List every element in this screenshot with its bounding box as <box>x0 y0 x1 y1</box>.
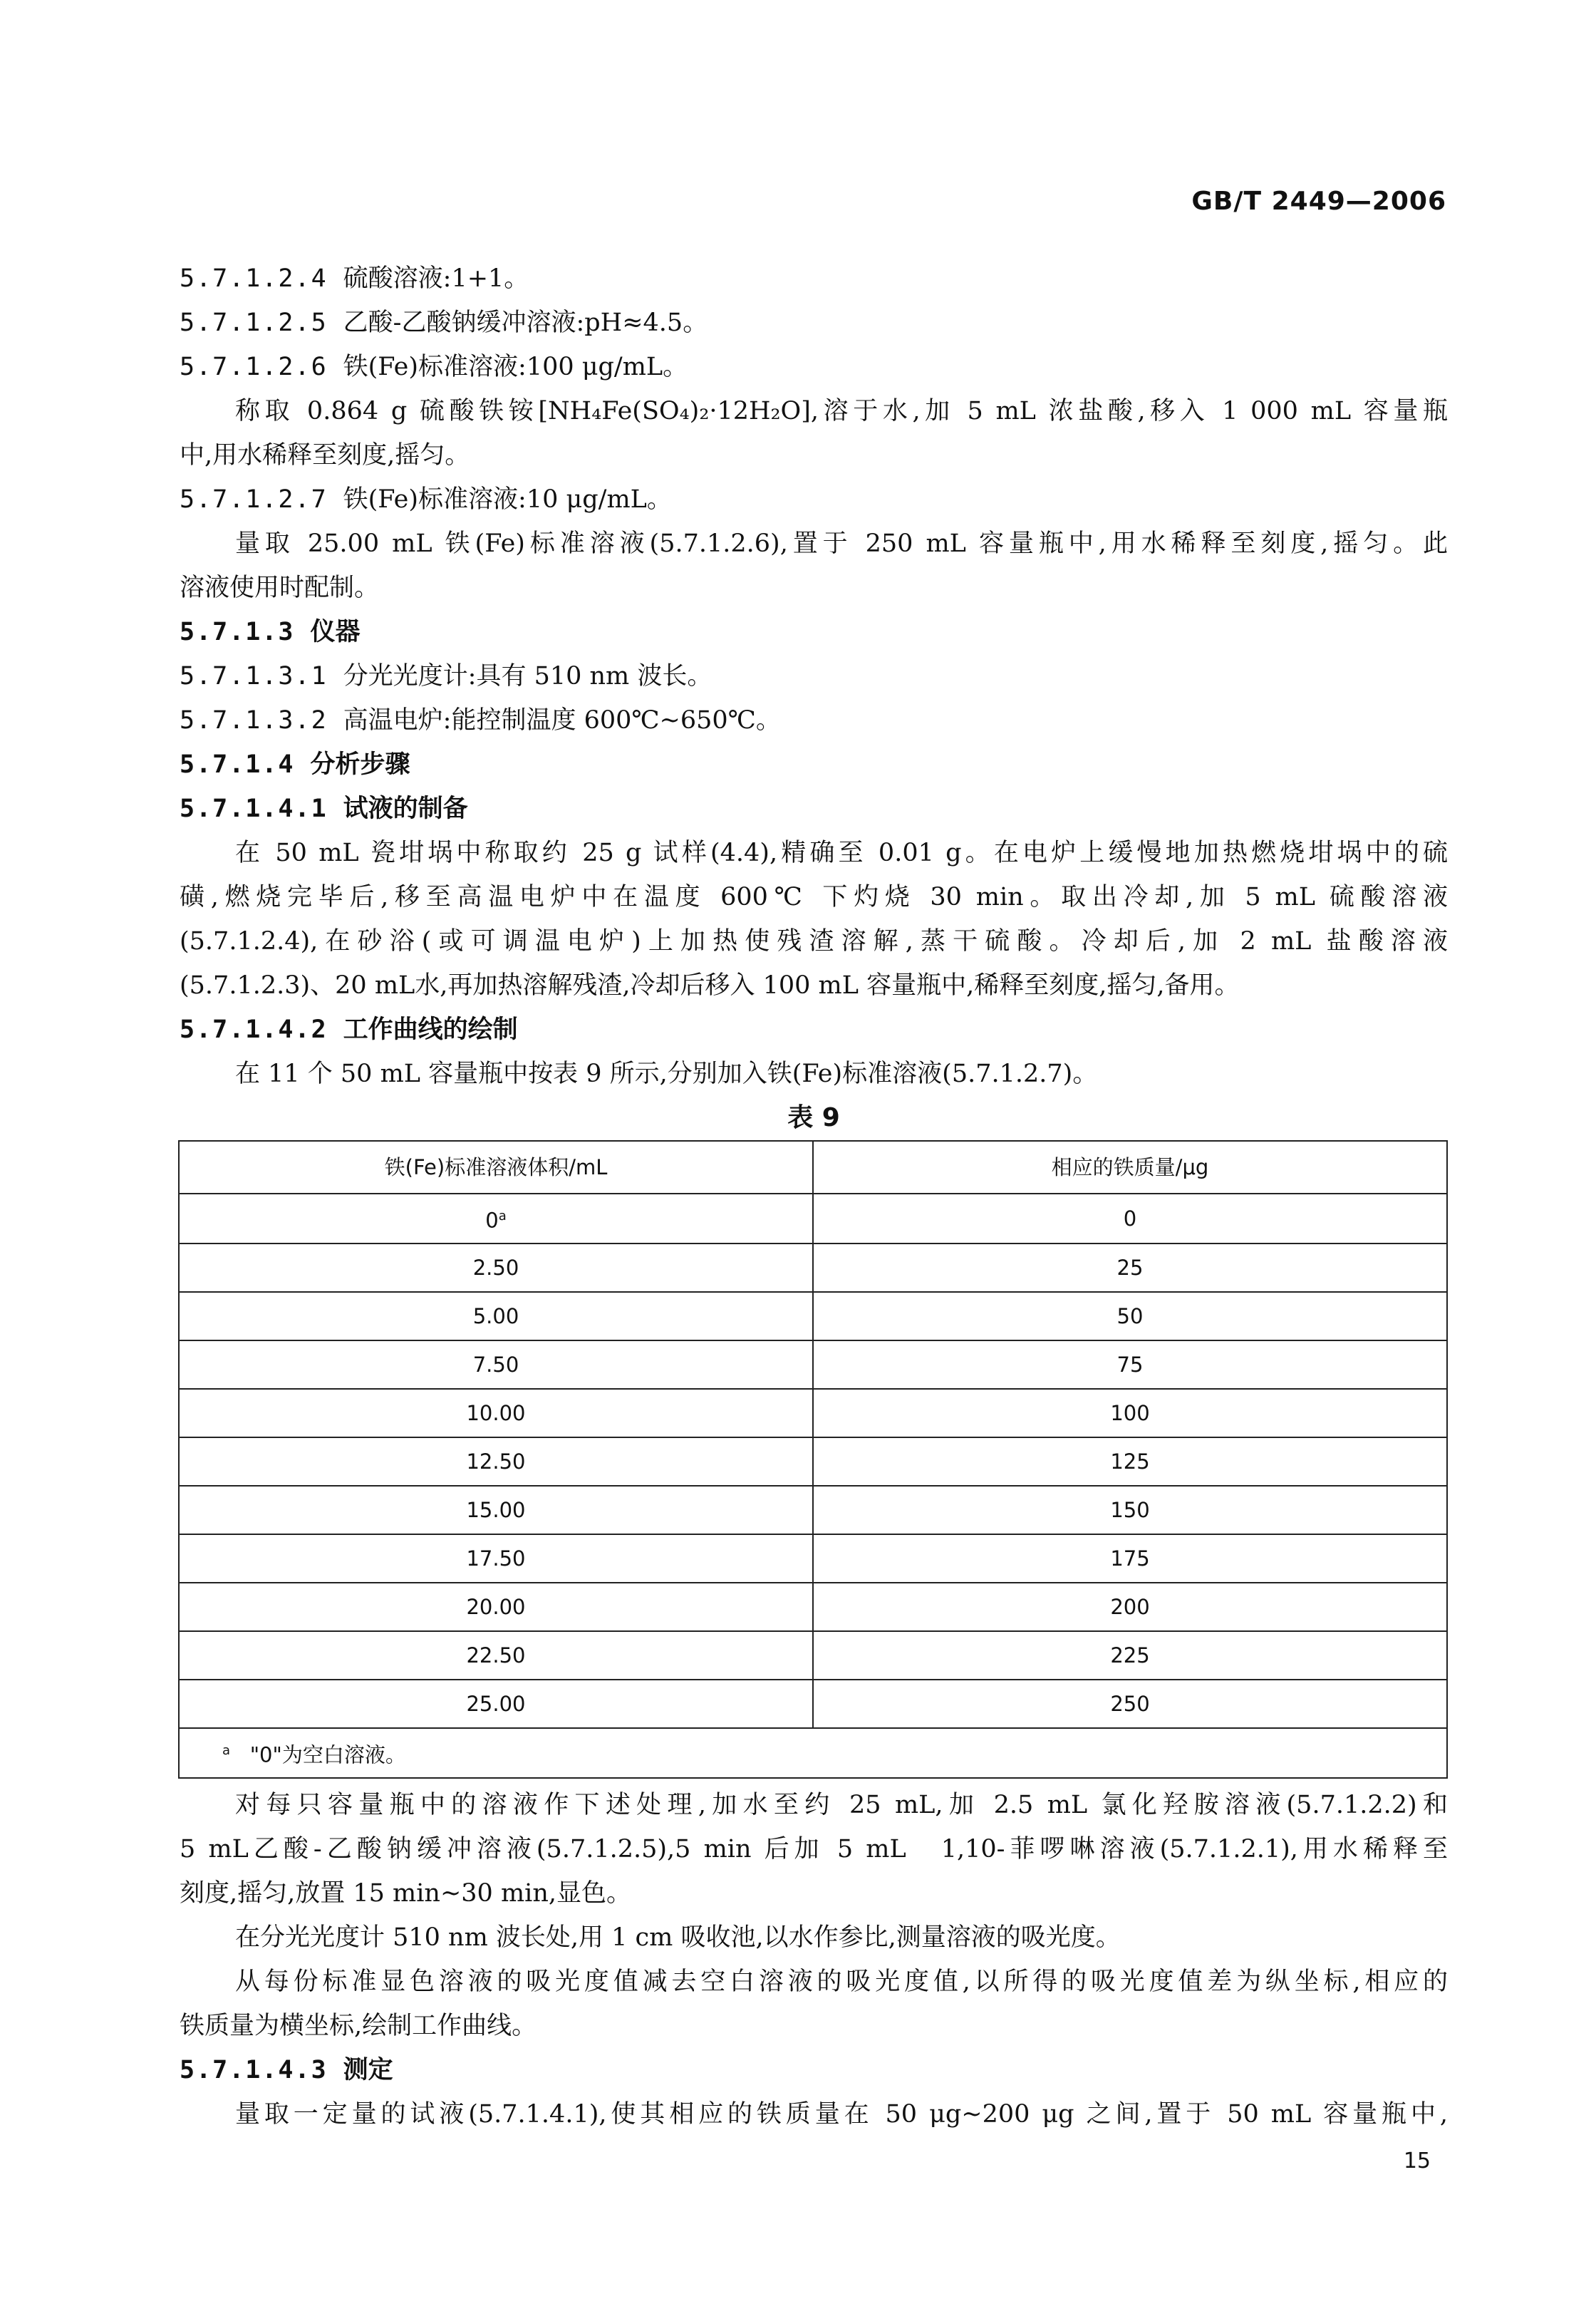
cell-value: 0 <box>485 1208 499 1233</box>
section-5-7-1-4-1 <box>180 787 1448 831</box>
paragraph-line: (5.7.1.2.4),在砂浴(或可调温电炉)上加热使残渣溶解,蒸干硫酸。冷却后,加 2 mL 盐酸溶液 <box>180 927 1448 956</box>
section-heading: 分析步骤 <box>310 750 410 779</box>
paragraph-line: 中,用水稀释至刻度,摇匀。 <box>180 441 470 470</box>
section-heading: 仪器 <box>310 617 361 646</box>
table-cell: 125 <box>813 1437 1447 1486</box>
table-row <box>179 1437 1447 1486</box>
section-text: 乙酸-乙酸钠缓冲溶液:pH≈4.5。 <box>343 309 708 337</box>
section-number: 5.7.1.3.1 <box>180 662 328 691</box>
table-footnote <box>179 1728 1447 1778</box>
section-5-7-1-3 <box>180 610 1448 654</box>
table-row <box>179 1194 1447 1244</box>
paragraph-line: (5.7.1.2.3)、20 mL水,再加热溶解残渣,冷却后移入 100 mL 容量瓶中,稀释至刻度,摇匀,备用。 <box>180 971 1240 1000</box>
table-9 <box>178 1140 1448 1779</box>
section-number: 5.7.1.3.2 <box>180 706 328 735</box>
section-5-7-1-3-2 <box>180 698 1448 743</box>
table-cell: 200 <box>813 1583 1447 1631</box>
section-heading: 工作曲线的绘制 <box>343 1015 518 1044</box>
footnote-marker: a <box>498 1209 507 1224</box>
table-cell: 20.00 <box>179 1583 813 1631</box>
table-cell: 12.50 <box>179 1437 813 1486</box>
section-text: 铁(Fe)标准溶液:100 μg/mL。 <box>343 353 688 381</box>
table-row <box>179 1340 1447 1389</box>
table-header-cell: 相应的铁质量/μg <box>813 1141 1447 1194</box>
footnote-marker: a <box>222 1742 231 1758</box>
table-cell: 100 <box>813 1389 1447 1437</box>
table-cell: 5.00 <box>179 1292 813 1340</box>
section-5-7-1-4-3 <box>180 2048 1448 2092</box>
table-cell: 250 <box>813 1680 1447 1728</box>
table-footnote-row <box>179 1728 1447 1778</box>
table-cell: 0 <box>813 1194 1447 1244</box>
section-number: 5.7.1.4.2 <box>180 1015 328 1044</box>
paragraph-line: 铁质量为横坐标,绘制工作曲线。 <box>180 2011 537 2040</box>
paragraph-line: 量取 25.00 mL 铁(Fe)标准溶液(5.7.1.2.6),置于 250 mL 容量瓶中,用水稀释至刻度,摇匀。此 <box>235 529 1448 558</box>
paragraph-line: 磺,燃烧完毕后,移至高温电炉中在温度 600℃ 下灼烧 30 min。取出冷却,加 5 mL 硫酸溶液 <box>180 883 1448 911</box>
table-cell: 2.50 <box>179 1244 813 1292</box>
section-number: 5.7.1.4 <box>180 750 295 779</box>
section-5-7-1-2-6 <box>180 345 1448 389</box>
table-cell: 7.50 <box>179 1340 813 1389</box>
table-cell: 15.00 <box>179 1486 813 1534</box>
section-text: 硫酸溶液:1+1。 <box>343 264 529 293</box>
paragraph-line: 在 50 mL 瓷坩埚中称取约 25 g 试样(4.4),精确至 0.01 g。在电炉上缓慢地加热燃烧坩埚中的硫 <box>235 839 1448 867</box>
table-caption: 表 9 <box>787 1103 840 1132</box>
table-row <box>179 1486 1447 1534</box>
standard-code: GB/T 2449—2006 <box>1191 187 1446 216</box>
table-cell: 10.00 <box>179 1389 813 1437</box>
table-row <box>179 1292 1447 1340</box>
paragraph-line: 称取 0.864 g 硫酸铁铵[NH₄Fe(SO₄)₂·12H₂O],溶于水,加 5 mL 浓盐酸,移入 1 000 mL 容量瓶 <box>235 397 1448 425</box>
section-5-7-1-2-5 <box>180 301 1448 345</box>
table-header-row <box>179 1141 1447 1194</box>
table-cell: 225 <box>813 1631 1447 1680</box>
table-cell: 17.50 <box>179 1534 813 1583</box>
page-number: 15 <box>1403 2149 1431 2173</box>
section-text: 铁(Fe)标准溶液:10 μg/mL。 <box>343 485 672 514</box>
paragraph-line: 溶液使用时配制。 <box>180 574 380 602</box>
paragraph-line: 对每只容量瓶中的溶液作下述处理,加水至约 25 mL,加 2.5 mL 氯化羟胺溶液(5.7.1.2.2)和 <box>235 1790 1448 1819</box>
section-number: 5.7.1.2.6 <box>180 353 328 381</box>
table-cell: 25.00 <box>179 1680 813 1728</box>
table-cell: 150 <box>813 1486 1447 1534</box>
paragraph-line: 从每份标准显色溶液的吸光度值减去空白溶液的吸光度值,以所得的吸光度值差为纵坐标,相应的 <box>235 1967 1448 1996</box>
table-row <box>179 1631 1447 1680</box>
section-5-7-1-2-7 <box>180 477 1448 522</box>
paragraph-line: 刻度,摇匀,放置 15 min~30 min,显色。 <box>180 1878 631 1908</box>
section-number: 5.7.1.3 <box>180 618 295 646</box>
table-cell: 175 <box>813 1534 1447 1583</box>
paragraph-line: 量取一定量的试液(5.7.1.4.1),使其相应的铁质量在 50 μg~200 μg 之间,置于 50 mL 容量瓶中, <box>235 2099 1448 2129</box>
table-row <box>179 1583 1447 1631</box>
section-heading: 试液的制备 <box>343 794 468 823</box>
table-row <box>179 1389 1447 1437</box>
section-number: 5.7.1.2.4 <box>180 264 328 293</box>
table-cell <box>179 1194 813 1244</box>
section-5-7-1-4-2 <box>180 1008 1448 1052</box>
footnote-text: "0"为空白溶液。 <box>249 1742 406 1767</box>
section-heading: 测定 <box>343 2054 393 2084</box>
table-cell: 50 <box>813 1292 1447 1340</box>
table-row <box>179 1534 1447 1583</box>
section-number: 5.7.1.4.1 <box>180 795 328 823</box>
section-number: 5.7.1.2.5 <box>180 309 328 337</box>
section-number: 5.7.1.4.3 <box>180 2055 328 2084</box>
table-row <box>179 1680 1447 1728</box>
section-text: 高温电炉:能控制温度 600℃~650℃。 <box>343 706 781 735</box>
section-5-7-1-3-1 <box>180 654 1448 698</box>
section-5-7-1-2-4 <box>180 257 1448 301</box>
paragraph-line: 在分光光度计 510 nm 波长处,用 1 cm 吸收池,以水作参比,测量溶液的吸光度。 <box>235 1923 1121 1952</box>
paragraph-line: 在 11 个 50 mL 容量瓶中按表 9 所示,分别加入铁(Fe)标准溶液(5.7.1.2.7)。 <box>235 1060 1098 1088</box>
section-number: 5.7.1.2.7 <box>180 485 328 514</box>
table-row <box>179 1244 1447 1292</box>
section-5-7-1-4 <box>180 743 1448 787</box>
table-header-cell: 铁(Fe)标准溶液体积/mL <box>179 1141 813 1194</box>
table-cell: 75 <box>813 1340 1447 1389</box>
paragraph-line: 5 mL乙酸-乙酸钠缓冲溶液(5.7.1.2.5),5 min 后加 5 mL 1,10-菲啰啉溶液(5.7.1.2.1),用水稀释至 <box>180 1834 1448 1863</box>
table-cell: 22.50 <box>179 1631 813 1680</box>
section-text: 分光光度计:具有 510 nm 波长。 <box>343 662 712 691</box>
document-body <box>180 257 1448 2136</box>
table-cell: 25 <box>813 1244 1447 1292</box>
